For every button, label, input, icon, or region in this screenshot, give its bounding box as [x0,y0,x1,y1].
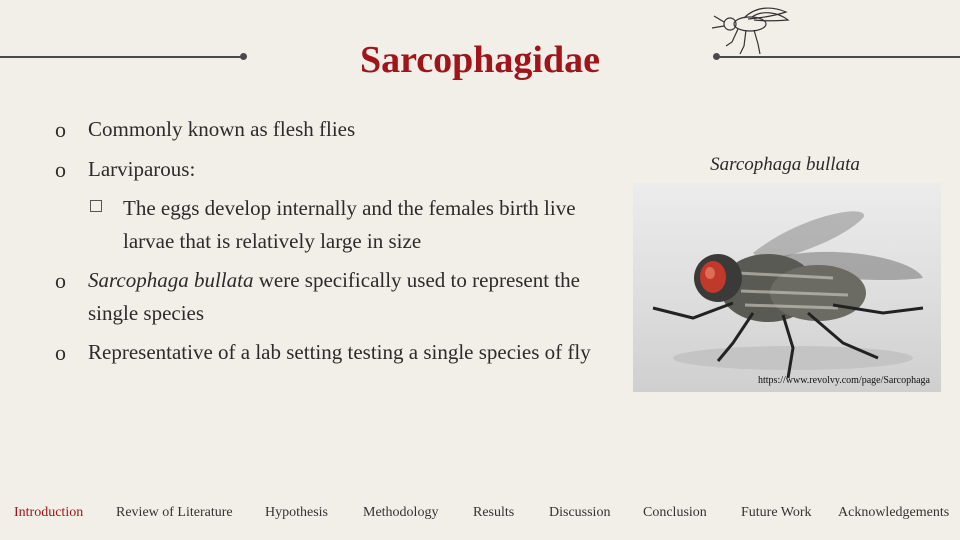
nav-review-of-literature[interactable]: Review of Literature [116,505,233,520]
bullet-text: Commonly known as flesh flies [88,117,356,141]
bullet-text [88,264,635,330]
bullet-text: Representative of a lab setting testing a single species of fly [88,340,591,364]
fly-photo [633,183,941,392]
slide-title: Sarcophagidae [359,39,600,81]
bullet-marker: o [55,268,66,293]
image-caption: Sarcophaga bullata [710,154,860,175]
sub-bullet-live-larvae [90,192,610,258]
nav-methodology[interactable]: Methodology [363,505,439,520]
bullet-larviparous [55,153,615,186]
bullet-marker: o [55,117,66,142]
nav-introduction[interactable]: Introduction [14,505,84,520]
species-name: Sarcophaga bullata [88,268,254,292]
nav-discussion[interactable]: Discussion [549,505,611,520]
flesh-fly-illustration [633,183,941,392]
bullet-lab-setting [55,336,635,369]
nav-results[interactable]: Results [473,505,515,520]
bullet-flesh-flies [55,113,615,146]
bullet-marker: o [55,340,66,365]
nav-acknowledgements[interactable]: Acknowledgements [838,505,950,520]
nav-future-work[interactable]: Future Work [741,505,812,520]
bullet-text: Larviparous: [88,157,196,181]
fly-logo-icon [708,2,792,58]
image-source-link[interactable]: https://www.revolvy.com/page/Sarcophaga [758,375,930,386]
nav-hypothesis[interactable]: Hypothesis [265,505,328,520]
nav-conclusion[interactable]: Conclusion [643,505,707,520]
bullet-text: The eggs develop internally and the females birth live larvae that is relatively large in size [123,196,576,253]
bullet-text-rest: were specifically used to represent the single species [88,268,580,325]
bullet-marker: o [55,157,66,182]
bullet-species-used [55,264,635,330]
checkbox-square-icon [90,200,102,212]
